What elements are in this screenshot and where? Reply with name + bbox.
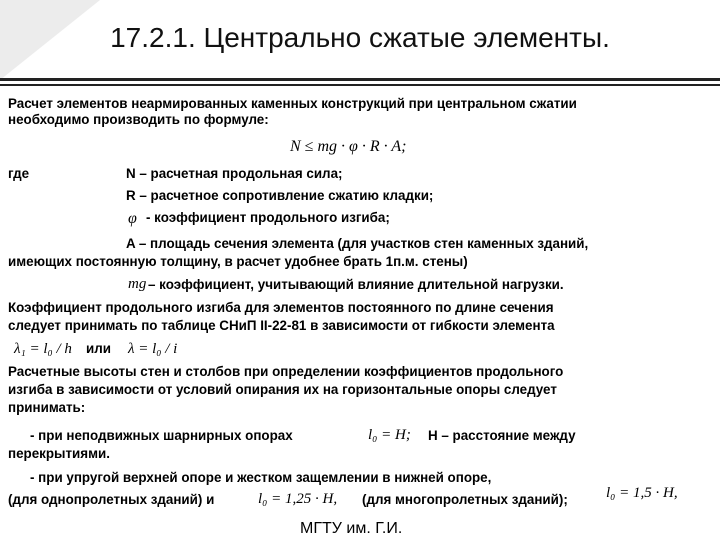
case2-formula-single: l₀ = 1,5 · H, — [606, 485, 678, 501]
footer-label: МГТУ им. Г.И. — [300, 520, 403, 537]
intro-line-1: Расчет элементов неармированных каменных конструкций при центральном сжатии — [8, 96, 577, 111]
main-formula: N ≤ mg · φ · R · A; — [290, 138, 407, 155]
case1-line-2: перекрытиями. — [8, 446, 110, 461]
case2-line-1: - при упругой верхней опоре и жестком защемлении в нижней опоре, — [30, 470, 492, 485]
mg-symbol: mg — [128, 276, 147, 292]
coef-line-1: Коэффициент продольного изгиба для элементов постоянного по длине сечения — [8, 300, 554, 315]
case2-text-a: (для однопролетных зданий) и — [8, 492, 215, 507]
def-n: N – расчетная продольная сила; — [126, 166, 343, 181]
coef-line-2: следует принимать по таблице СНиП II-22-81 в зависимости от гибкости элемента — [8, 318, 555, 333]
lambda1-formula: λ₁ = l₀ / h — [14, 341, 72, 357]
def-r: R – расчетное сопротивление сжатию кладки; — [126, 188, 434, 203]
case1-tail: H – расстояние между — [428, 428, 576, 443]
slide-title: 17.2.1. Центрально сжатые элементы. — [110, 22, 610, 53]
def-mg: – коэффициент, учитывающий влияние длительной нагрузки. — [148, 277, 564, 292]
phi-symbol: φ — [128, 210, 137, 227]
def-a-line-1: A – площадь сечения элемента (для участков стен каменных зданий, — [126, 236, 589, 251]
case2-formula-multi: l₀ = 1,25 · H, — [258, 491, 338, 507]
title-divider-thick — [0, 78, 720, 81]
def-phi: - коэффициент продольного изгиба; — [146, 210, 390, 225]
case2-text-b: (для многопролетных зданий); — [362, 492, 568, 507]
heights-line-3: принимать: — [8, 400, 86, 415]
intro-line-2: необходимо производить по формуле: — [8, 112, 269, 127]
title-divider-thin — [0, 84, 720, 86]
heights-line-1: Расчетные высоты стен и столбов при определении коэффициентов продольного — [8, 364, 564, 379]
def-a-line-2: имеющих постоянную толщину, в расчет удобнее брать 1п.м. стены) — [8, 254, 468, 269]
or-word: или — [86, 341, 111, 356]
case1-text: - при неподвижных шарнирных опорах — [30, 428, 293, 443]
lambda2-formula: λ = l₀ / i — [128, 341, 178, 357]
case1-formula: l₀ = H; — [368, 427, 411, 443]
heights-line-2: изгиба в зависимости от условий опирания их на горизонтальные опоры следует — [8, 382, 557, 397]
where-label: где — [8, 166, 30, 181]
